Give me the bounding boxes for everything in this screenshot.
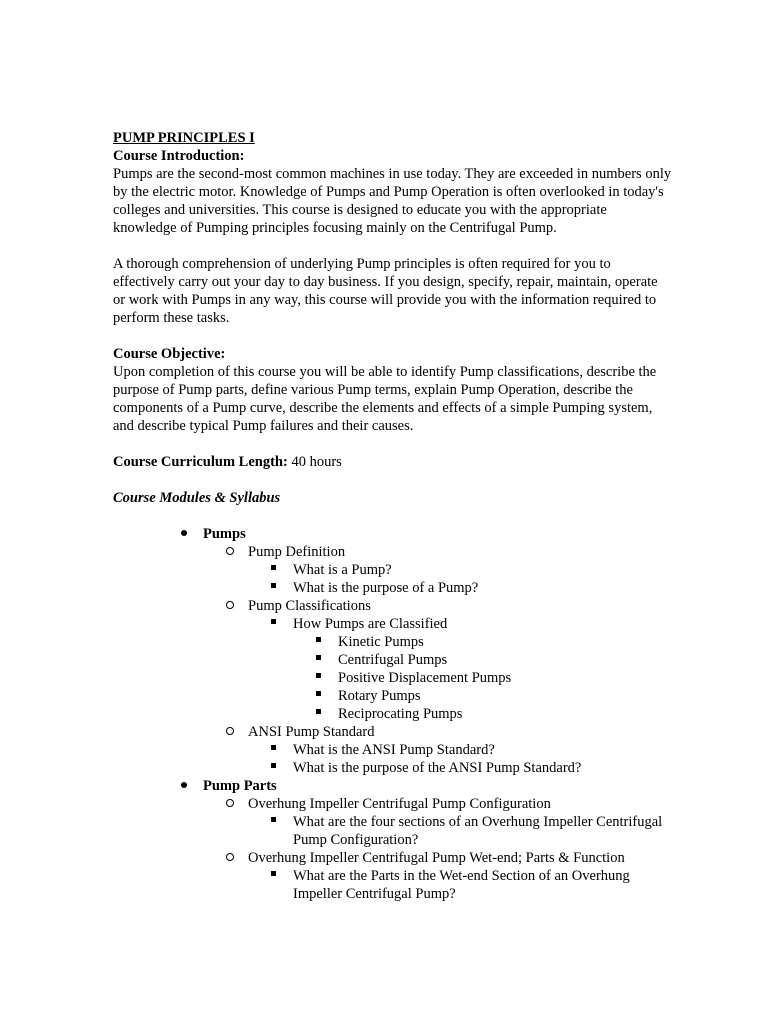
list-item: Pumps (113, 525, 673, 543)
bullet-circle-icon (226, 601, 234, 609)
list-item: Reciprocating Pumps (113, 705, 673, 723)
bullet-dot-icon (181, 782, 187, 788)
list-item: What is the ANSI Pump Standard? (113, 741, 673, 759)
list-item: Pump Definition (113, 543, 673, 561)
list-item: What is the purpose of the ANSI Pump Standard? (113, 759, 673, 777)
bullet-square-icon (316, 691, 321, 696)
list-item: Overhung Impeller Centrifugal Pump Configuration (113, 795, 673, 813)
intro-paragraph-2: A thorough comprehension of underlying Pump principles is often required for you to effectively carry out your day to day business. If you design, specify, repair, maintain, operate or work with Pumps in any way, this course will provide you with the information required to perform these tasks. (113, 256, 658, 326)
list-item: How Pumps are Classified (113, 615, 673, 633)
bullet-square-icon (271, 619, 276, 624)
syllabus-list (113, 525, 673, 903)
curriculum-length (113, 453, 673, 471)
list-item: Pump Classifications (113, 597, 673, 615)
list-item: What is the purpose of a Pump? (113, 579, 673, 597)
list-item: Overhung Impeller Centrifugal Pump Wet-end; Parts & Function (113, 849, 673, 867)
bullet-circle-icon (226, 727, 234, 735)
list-item: Centrifugal Pumps (113, 651, 673, 669)
bullet-square-icon (271, 565, 276, 570)
intro-heading: Course Introduction: (113, 148, 245, 164)
curriculum-length-value: 40 hours (287, 454, 342, 470)
list-item: What are the Parts in the Wet-end Section of an Overhung Impeller Centrifugal Pump? (113, 867, 673, 903)
list-item: What is a Pump? (113, 561, 673, 579)
list-item: Kinetic Pumps (113, 633, 673, 651)
objective-heading: Course Objective: (113, 346, 226, 362)
modules-heading: Course Modules & Syllabus (113, 490, 281, 506)
objective-paragraph: Upon completion of this course you will be able to identify Pump classifications, describe the purpose of Pump parts, define various Pump terms, explain Pump Operation, describe the components of a Pump curve, describe the elements and effects of a simple Pumping system, and describe typical Pump failures and their causes. (113, 364, 657, 434)
bullet-square-icon (316, 655, 321, 660)
bullet-circle-icon (226, 547, 234, 555)
document-body (113, 129, 673, 903)
bullet-square-icon (271, 817, 276, 822)
list-item: Rotary Pumps (113, 687, 673, 705)
bullet-square-icon (271, 583, 276, 588)
bullet-square-icon (316, 637, 321, 642)
bullet-dot-icon (181, 530, 187, 536)
curriculum-length-label: Course Curriculum Length: (113, 454, 288, 470)
list-item: What are the four sections of an Overhung Impeller Centrifugal Pump Configuration? (113, 813, 673, 849)
bullet-square-icon (316, 709, 321, 714)
bullet-circle-icon (226, 853, 234, 861)
list-item: Positive Displacement Pumps (113, 669, 673, 687)
list-item: ANSI Pump Standard (113, 723, 673, 741)
bullet-square-icon (316, 673, 321, 678)
bullet-square-icon (271, 745, 276, 750)
bullet-square-icon (271, 763, 276, 768)
list-item: Pump Parts (113, 777, 673, 795)
document-title: PUMP PRINCIPLES I (113, 130, 255, 146)
bullet-square-icon (271, 871, 276, 876)
bullet-circle-icon (226, 799, 234, 807)
intro-paragraph-1: Pumps are the second-most common machines in use today. They are exceeded in numbers only by the electric motor. Knowledge of Pumps and Pump Operation is often overlooked in today's colleges and universities. This course is designed to educate you with the appropriate knowledge of Pumping principles focusing mainly on the Centrifugal Pump. (113, 166, 672, 236)
